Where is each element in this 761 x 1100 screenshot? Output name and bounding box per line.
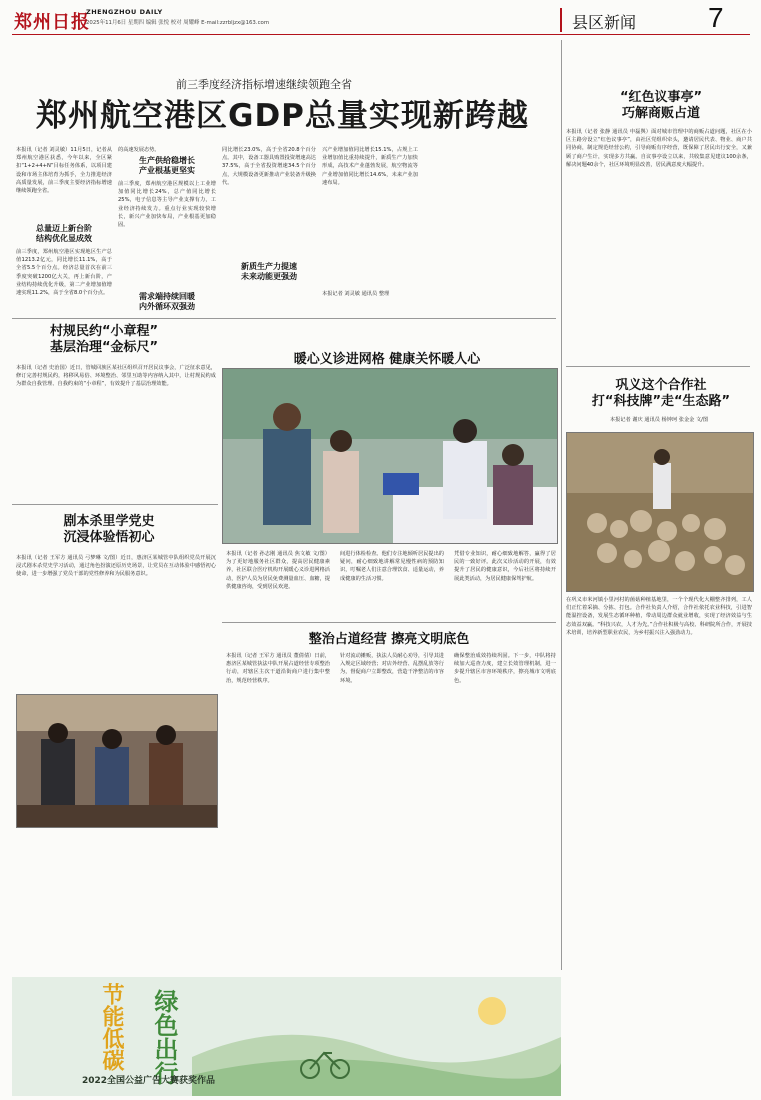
story-3-column-2: 间进行体检检查。他们专注地倾听居民提出的疑问，耐心细致地讲解常见慢性病的预防知识，叮嘱老人们注意合理饮食、适量运动，养成健康的生活习惯。: [340, 551, 444, 582]
header-rule: [12, 34, 750, 35]
ad-footer: 2022全国公益广告大赛获奖作品: [82, 1076, 216, 1086]
photo-clinic-image: [223, 369, 557, 543]
lead-headline: 郑州航空港区GDP总量实现新跨越: [36, 98, 529, 134]
photo-script-game: [16, 694, 218, 828]
right-story-2-title: 巩义这个合作社 打“科技牌”走“生态路”: [591, 378, 731, 409]
right-story-2-byline: 本报记者 谢庆 通讯员 杨钟珂 张金金 文/图: [609, 417, 709, 423]
divider: [561, 40, 562, 970]
lead-column-3: 同比增长23.0%，高于全省20.8个百分点。其中，设备工器具购置投资增速高达37.5%，高于全省投资增速34.5个百分点，大规模设备更新推动产业装备升级换代。: [222, 147, 316, 186]
story-3-title: 暖心义诊进网格 健康关怀暖人心: [293, 352, 481, 367]
lead-kicker: 前三季度经济指标增速继续领跑全省: [176, 78, 352, 91]
story-4-column-2: 针对流动摊贩，执法人员耐心劝导，引导其进入规定区域经营；对店外经营、乱摆乱放等行为，督促商户立即整改，营造干净整洁的市容环境。: [340, 653, 444, 684]
section-title: 县区新闻: [572, 13, 637, 32]
story-2-title: 剧本杀里学党史 沉浸体验悟初心: [63, 514, 155, 545]
ad-text-1: 节能低碳: [99, 983, 124, 1071]
right-story-2-body: 在巩义市米河镇小里河村的菌菇种植基地里，一个个现代化大棚整齐排列，工人们正忙着采摘、分拣、打包。合作社负责人介绍，合作社依托农业科技，引进智能温控设备，发展生态循环种植，带动周边群众就业增收，实现了经济效益与生态效益双赢。“科技兴农，人才为先。”合作社积极与高校、科研院所合作，开展技术培训，培养新型职业农民，为乡村振兴注入强劲动力。: [566, 597, 752, 636]
photo-cooperative-image: [567, 433, 753, 591]
divider: [12, 504, 218, 505]
photo-clinic: [222, 368, 558, 544]
divider: [12, 318, 556, 319]
story-1-title: 村规民约“小章程” 基层治理“金标尺”: [49, 324, 159, 355]
story-4-column-3: 确保整治成效持续巩固。下一步，中队将持续加大巡查力度，建立长效管理机制，进一步提升辖区市容环境秩序，擦亮城市文明底色。: [454, 653, 556, 684]
divider: [222, 622, 556, 623]
page-number: 7: [708, 2, 724, 33]
story-2-body: 本报讯（记者 王军方 通讯员 弓梦琳 文/图）近日，惠济区某城管中队组织党员开展沉浸式剧本杀党史学习活动，通过角色扮演还原历史场景，让党员在互动体验中感悟初心使命，进一步增强了党员干部的党性修养和为民服务意识。: [16, 555, 216, 578]
right-story-1-body: 本报讯（记者 张静 通讯员 申磊舆）面对城市管理中的商贩占道问题，社区在小区主路旁设立“红色议事亭”，由社区党组织牵头，邀请居民代表、物业、商户共同协商，制定规范经营公约，引导商贩有序经营，既保障了居民出行安全，又兼顾了商户生计，实现多方共赢。自议事亭设立以来，共收集意见建议100余条，解决问题40余个，社区环境明显改善，居民满意度大幅提升。: [566, 129, 752, 168]
lead-subhead-2: 生产供给稳增长 产业根基更坚实: [139, 156, 195, 175]
lead-subhead-3: 需求端持续回暖 内外循环双强劲: [139, 292, 195, 311]
ad-text-2: 绿色出行: [150, 989, 178, 1085]
story-1-body: 本报讯（记者 史治国）近日，管城回族区某社区组织召开居民议事会，广泛征求意见，修订完善村规民约，将移风易俗、环境整治、邻里互助等内容纳入其中，让村规民约成为群众自我管理、自我约束的“小章程”，有效提升了基层治理效能。: [16, 365, 216, 388]
lead-byline: 本报记者 刘灵敏 通讯员 整理: [322, 291, 390, 297]
lead-subhead-4: 新质生产力提速 未来动能更强劲: [241, 262, 297, 281]
story-4-column-1: 本报讯（记者 王军方 通讯员 董倩倩）日前，惠济区某城管执法中队开展占道经营专项整治行动，对辖区主次干道沿街商户进行集中整治，规范经营秩序。: [226, 653, 330, 684]
lead-column-2: 的高速发展态势。: [118, 147, 160, 153]
ad-illustration: [192, 977, 561, 1096]
masthead-logo: 郑州日报: [14, 12, 90, 33]
photo-cooperative: [566, 432, 754, 592]
story-3-column-3: 凭借专业知识，耐心细致地解答，赢得了居民的一致好评。此次义诊活动的开展，有效提升了居民的健康意识，今后社区将持续开展此类活动，为居民健康保驾护航。: [454, 551, 556, 582]
masthead-name-en: ZHENGZHOU DAILY: [86, 8, 163, 16]
section-divider: [560, 8, 562, 32]
lead-column-2b: 前三季度，郑州航空港区规模以上工业增加值同比增长24%，总产值同比增长25%，电子信息等主导产业支撑有力，工业经济持续发力。重点行业实现较快增长，新兴产业加快布局，产业根基更加稳固。: [118, 181, 216, 229]
photo-script-game-image: [17, 695, 217, 827]
masthead-meta: 2025年11月6日 星期四 编辑 张悦 校对 周耀峰 E-mail:zzrbljzx@163.com: [86, 20, 270, 26]
lead-column-4: 兴产业增加值同比增长15.1%，占规上工业增加值比重持续提升，新质生产力加快形成，高技术产业蓬勃发展，航空物流等产业增加值同比增长14.6%，未来产业加速布局。: [322, 147, 418, 186]
divider: [566, 366, 750, 367]
lead-column-1: 本报讯（记者 刘灵敏）11月5日，记者从郑州航空港区获悉，今年以来，全区紧扣“1+2+4+N”目标任务体系，以项目建设和市场主体培育为抓手，全力推进经济高质量发展，前三季度主要经济指标增速继续领跑全省。: [16, 147, 112, 195]
right-story-1-title: “红色议事亭” 巧解商贩占道: [619, 90, 703, 121]
story-3-column-1: 本报讯（记者 孙志刚 通讯员 焦文敏 文/图）为了更好地服务社区群众，提高居民健康素养，社区联合医疗机构开展暖心义诊进网格活动，医护人员为居民免费测量血压、血糖，提供健康咨询，受到居民欢迎。: [226, 551, 330, 590]
lead-subhead-1: 总量迈上新台阶 结构优化显成效: [36, 224, 92, 243]
story-4-title: 整治占道经营 擦亮文明底色: [308, 632, 470, 647]
lead-column-1b: 前三季度，郑州航空港区实现地区生产总值1213.2亿元，同比增长11.1%，高于全省5.5个百分点。经济总量首次在前三季度突破1200亿大关，再上新台阶，产业结构持续优化升级，第二产业增加值增速实现11.2%，高于全省8.0个百分点。: [16, 249, 112, 297]
public-service-ad: [12, 977, 561, 1096]
